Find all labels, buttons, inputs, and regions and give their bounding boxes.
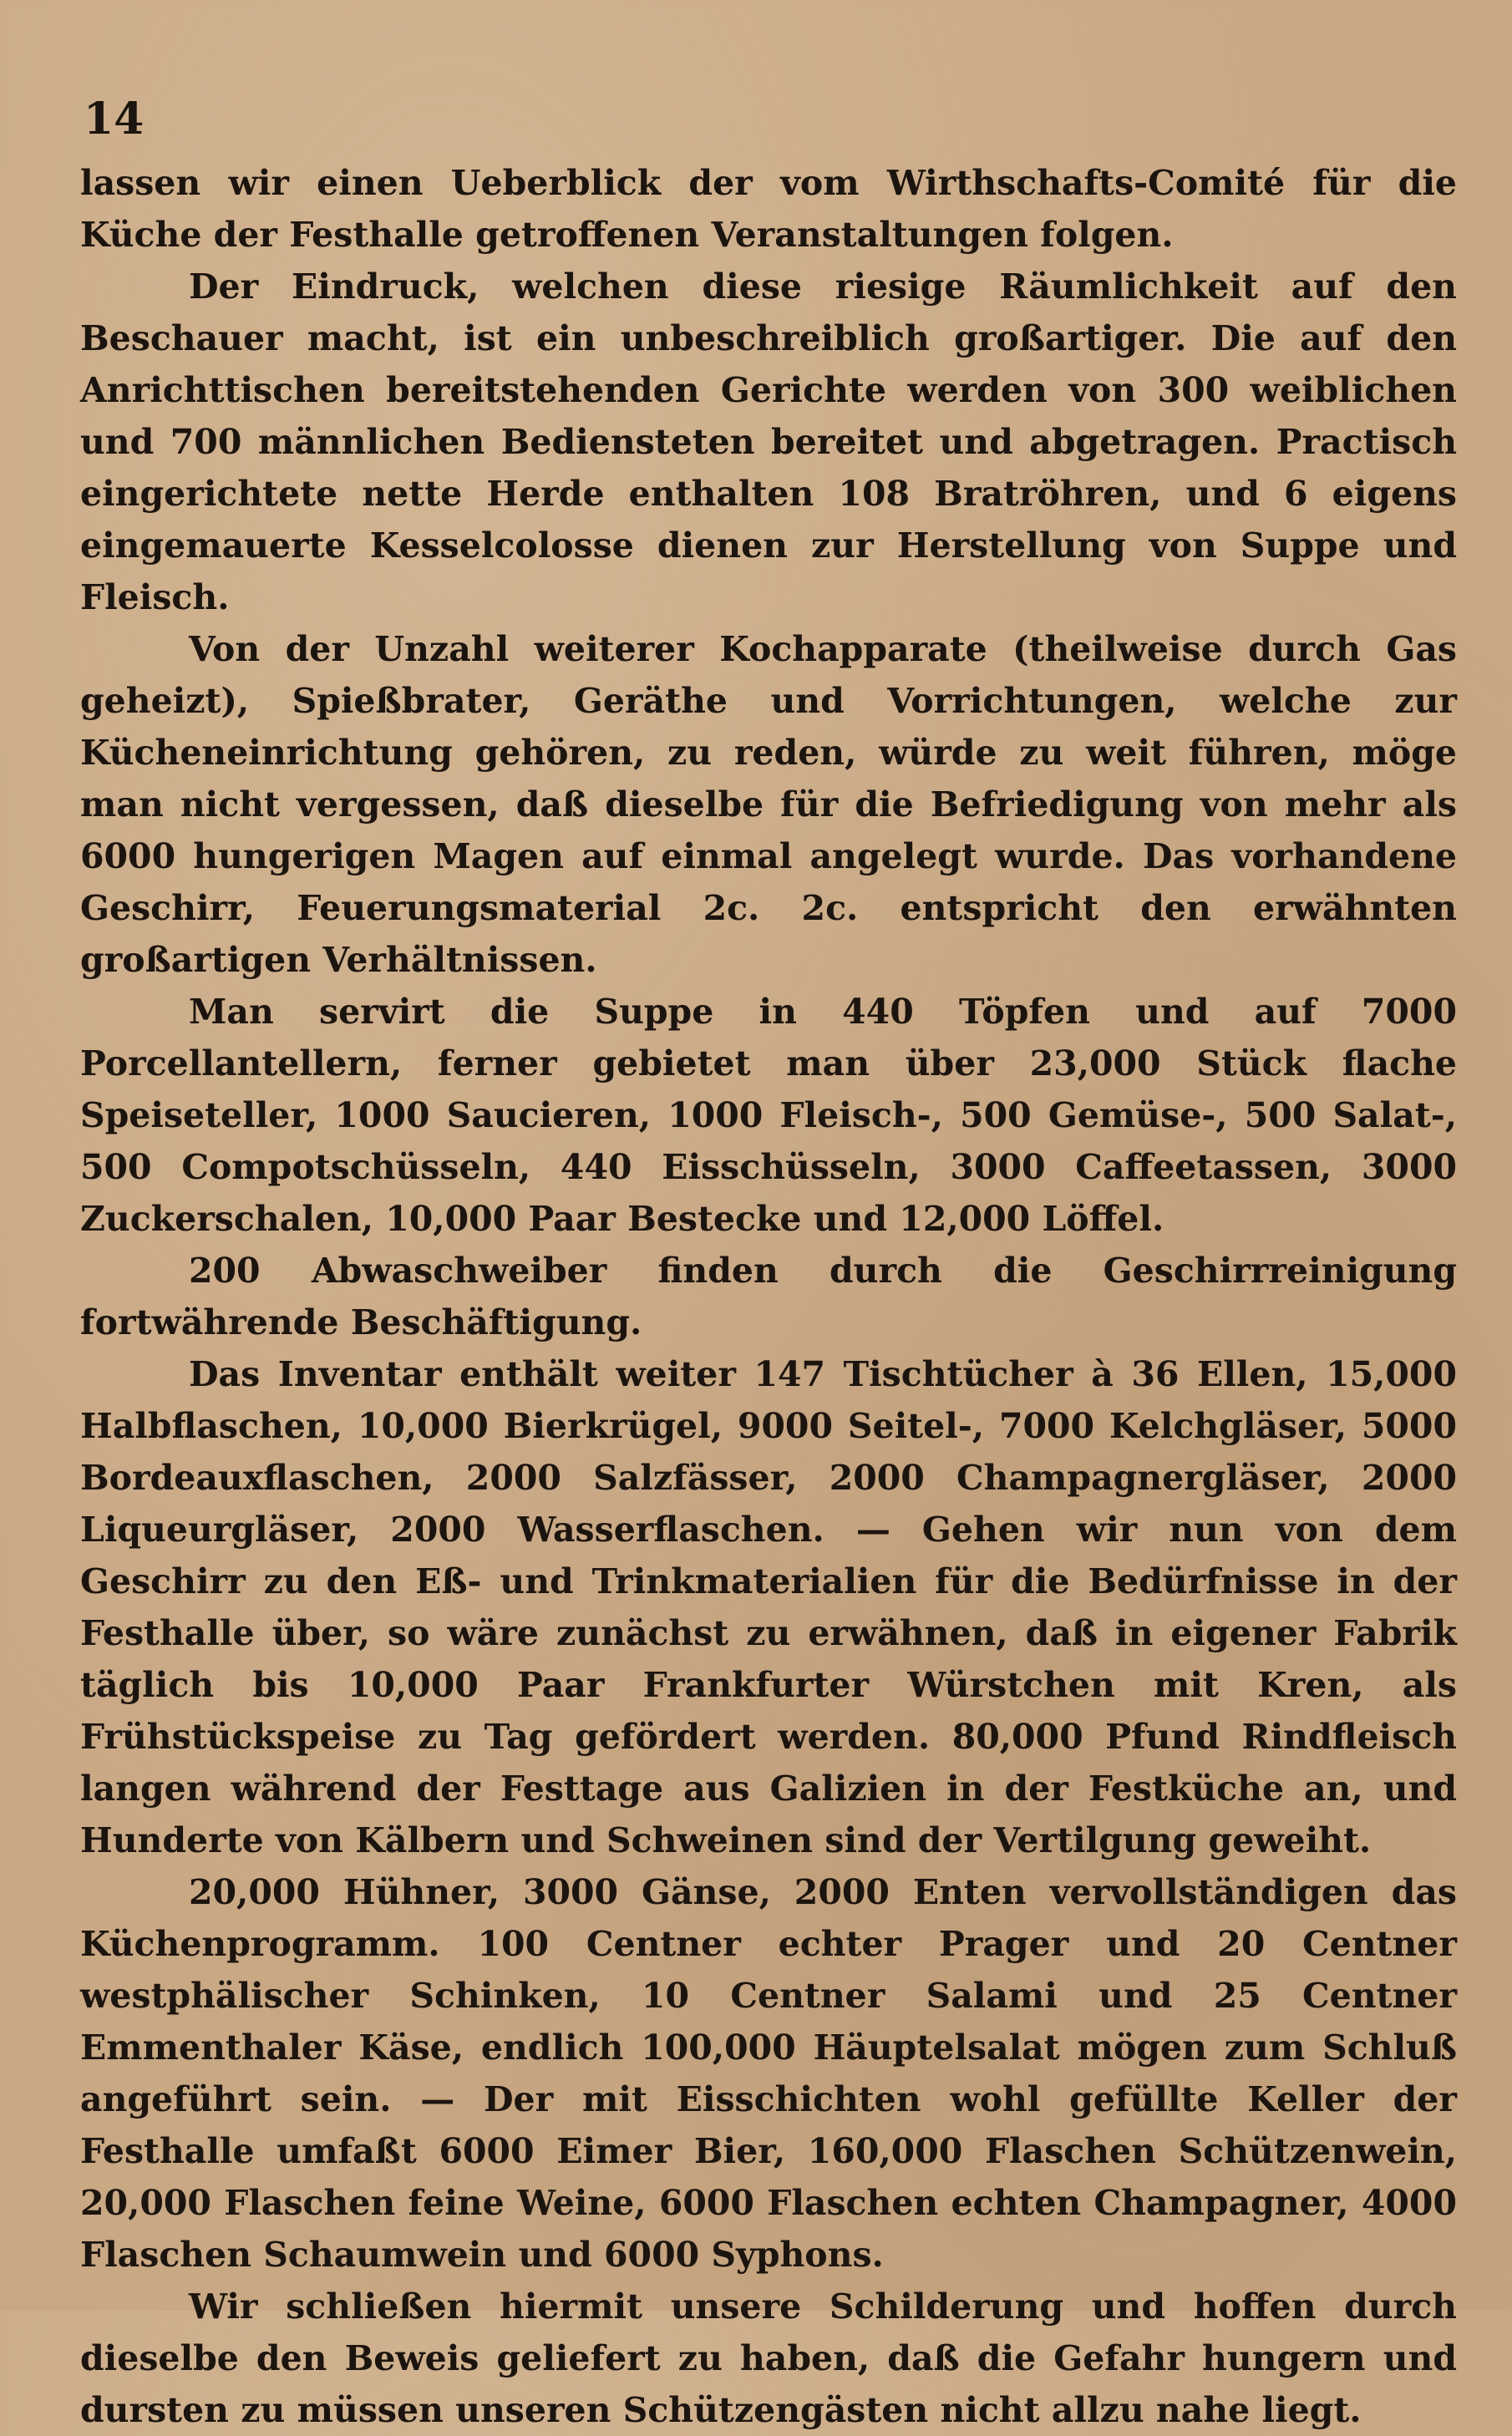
paragraph-2: Der Eindruck, welchen diese riesige Räumlichkeit auf den Beschauer macht, ist ein unbeschreiblich großartiger. Die auf den Anrichttischen bereitstehenden Gerichte werden von 300 weiblichen und 700 männlichen Bediensteten bereitet und abgetragen. Practisch eingerichtete nette Herde enthalten 108 Bratröhren, und 6 eigens eingemauerte Kesselcolosse dienen zur Herstellung von Suppe und Fleisch. — [80, 266, 1457, 617]
page-text — [80, 157, 1457, 2436]
paragraph-8: Wir schließen hiermit unsere Schilderung und hoffen durch dieselbe den Beweis geliefert zu haben, daß die Gefahr hungern und dursten zu müssen unseren Schützengästen nicht allzu nahe liegt. — [80, 2286, 1457, 2430]
paragraph-4: Man servirt die Suppe in 440 Töpfen und auf 7000 Porcellantellern, ferner gebietet man über 23,000 Stück flache Speiseteller, 1000 Saucieren, 1000 Fleisch-, 500 Gemüse-, 500 Salat-, 500 Compotschüsseln, 440 Eisschüsseln, 3000 Caffeetassen, 3000 Zuckerschalen, 10,000 Paar Bestecke und 12,000 Löffel. — [80, 992, 1457, 1239]
paragraph-5: 200 Abwaschweiber finden durch die Geschirrreinigung fortwährende Beschäftigung. — [80, 1251, 1457, 1342]
paragraph-7: 20,000 Hühner, 3000 Gänse, 2000 Enten vervollständigen das Küchenprogramm. 100 Centner echter Prager und 20 Centner westphälischer Schinken, 10 Centner Salami und 25 Centner Emmenthaler Käse, endlich 100,000 Häuptelsalat mögen zum Schluß angeführt sein. — Der mit Eisschichten wohl gefüllte Keller der Festhalle umfaßt 6000 Eimer Bier, 160,000 Flaschen Schützenwein, 20,000 Flaschen feine Weine, 6000 Flaschen echten Champagner, 4000 Flaschen Schaumwein und 6000 Syphons. — [80, 1872, 1457, 2275]
paragraph-1: lassen wir einen Ueberblick der vom Wirthschafts-Comité für die Küche der Festhalle getroffenen Veranstaltungen folgen. — [80, 163, 1457, 255]
paragraph-3: Von der Unzahl weiterer Kochapparate (theilweise durch Gas geheizt), Spießbrater, Geräthe und Vorrichtungen, welche zur Kücheneinrichtung gehören, zu reden, würde zu weit führen, möge man nicht vergessen, daß dieselbe für die Befriedigung von mehr als 6000 hungerigen Magen auf einmal angelegt wurde. Das vorhandene Geschirr, Feuerungsmaterial 2c. 2c. entspricht den erwähnten großartigen Verhältnissen. — [80, 629, 1457, 980]
page-number: 14 — [84, 94, 145, 145]
paragraph-6: Das Inventar enthält weiter 147 Tischtücher à 36 Ellen, 15,000 Halbflaschen, 10,000 Bierkrügel, 9000 Seitel-, 7000 Kelchgläser, 5000 Bordeauxflaschen, 2000 Salzfässer, 2000 Champagnergläser, 2000 Liqueurgläser, 2000 Wasserflaschen. — Gehen wir nun von dem Geschirr zu den Eß- und Trinkmaterialien für die Bedürfnisse in der Festhalle über, so wäre zunächst zu erwähnen, daß in eigener Fabrik täglich bis 10,000 Paar Frankfurter Würstchen mit Kren, als Frühstückspeise zu Tag gefördert werden. 80,000 Pfund Rindfleisch langen während der Festtage aus Galizien in der Festküche an, und Hunderte von Kälbern und Schweinen sind der Vertilgung geweiht. — [80, 1354, 1457, 1860]
